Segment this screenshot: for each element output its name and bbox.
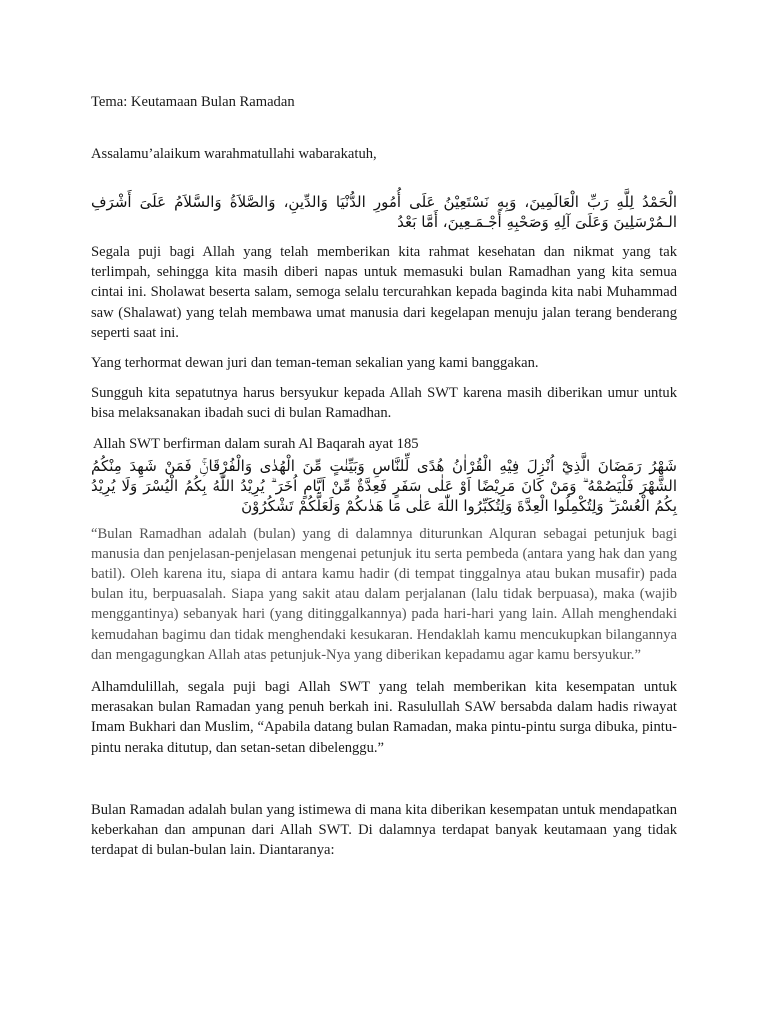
paragraph-salutation-jury: Yang terhormat dewan juri dan teman-teman sekalian yang kami banggakan. [91,355,539,372]
greeting-text: Assalamu’alaikum warahmatullahi wabarakatuh, [91,146,377,162]
arabic-opening-prayer: الْحَمْدُ لِلَّهِ رَبِّ الْعَالَمِينَ، وَبِهِ نَسْتَعِيْنُ عَلَى أُمُورِ الدُّنْيَا وَالدِّينِ، وَالصَّلاَةُ وَالسَّلاَمُ عَلَىَ أَشْرَفِ الـمُرْسَلِينَ وَعَلَىَ آلِهِ وَصَحْبِهِ أَجْـمَـعِينَ، أَمَّا بَعْدُ [91,193,677,231]
verse-translation-quote: “Bulan Ramadhan adalah (bulan) yang di dalamnya diturunkan Alquran sebagai petunjuk bagi manusia dan penjelasan-penjelasan mengenai petunjuk itu serta pembeda (antara yang hak dan yang batil). Oleh karena itu, siapa di antara kamu hadir (di tempat tinggalnya atau bukan musafir) pada bulan itu, berpuasalah. Siapa yang sakit atau dalam perjalanan (lalu tidak berpuasa), maka (wajib menggantinya) sebanyak hari (yang ditinggalkannya) pada hari-hari yang lain. Allah menghendaki kemudahan bagimu dan tidak menghendaki kesukaran. Hendaklah kamu mencukupkan bilangannya dan mengagungkan Allah atas petunjuk-Nya yang diberikan kepadamu agar kamu bersyukur.” [91,525,677,663]
paragraph-hadith: Alhamdulillah, segala puji bagi Allah SWT yang telah memberikan kita kesempatan untuk merasakan bulan Ramadan yang penuh berkah ini. Rasulullah SAW bersabda dalam hadis riwayat Imam Bukhari dan Muslim, “Apabila datang bulan Ramadan, maka pintu-pintu surga dibuka, pintu-pintu neraka ditutup, dan setan-setan dibelenggu.” [91,679,677,756]
theme-title: Tema: Keutamaan Bulan Ramadan [91,94,295,110]
paragraph-gratitude: Sungguh kita sepatutnya harus bersyukur kepada Allah SWT karena masih diberikan umur untuk bisa melaksanakan ibadah suci di bulan Ramadhan. [91,385,677,422]
paragraph-ramadan-virtues: Bulan Ramadan adalah bulan yang istimewa di mana kita diberikan kesempatan untuk mendapatkan keberkahan dan ampunan dari Allah SWT. Di dalamnya terdapat banyak keutamaan yang tidak terdapat di bulan-bulan lain. Diantaranya: [91,801,677,859]
surah-reference: Allah SWT berfirman dalam surah Al Baqarah ayat 185 [93,435,419,452]
paragraph-spacer [91,768,677,800]
arabic-verse-al-baqarah-185: شَهْرُ رَمَضَانَ الَّذِيْٓ اُنْزِلَ فِيْهِ الْقُرْاٰنُ هُدًى لِّلنَّاسِ وَبَيِّنٰتٍ مِّنَ الْهُدٰى وَالْفُرْقَانِۚ فَمَنْ شَهِدَ مِنْكُمُ الشَّهْرَ فَلْيَصُمْهُ ۗ وَمَنْ كَانَ مَرِيْضًا اَوْ عَلٰى سَفَرٍ فَعِدَّةٌ مِّنْ اَيَّامٍ اُخَرَ ۗ يُرِيْدُ اللّٰهُ بِكُمُ الْيُسْرَ وَلَا يُرِيْدُ بِكُمُ الْعُسْرَ ۖ وَلِتُكْمِلُوا الْعِدَّةَ وَلِتُكَبِّرُوا اللّٰهَ عَلٰى مَا هَدٰىكُمْ وَلَعَلَّكُمْ تَشْكُرُوْنَ [91,456,677,515]
document-page [91,92,677,870]
paragraph-opening-praise: Segala puji bagi Allah yang telah memberikan kita rahmat kesehatan dan nikmat yang tak terlimpah, sehingga kita masih diberi napas untuk memasuki bulan Ramadhan yang kita semua cintai ini. Sholawat beserta salam, semoga selalu tercurahkan kepada baginda kita nabi Muhammad saw (Shalawat) yang telah membawa umat manusia dari kegelapan menuju jalan terang benderang seperti saat ini. [91,244,677,341]
